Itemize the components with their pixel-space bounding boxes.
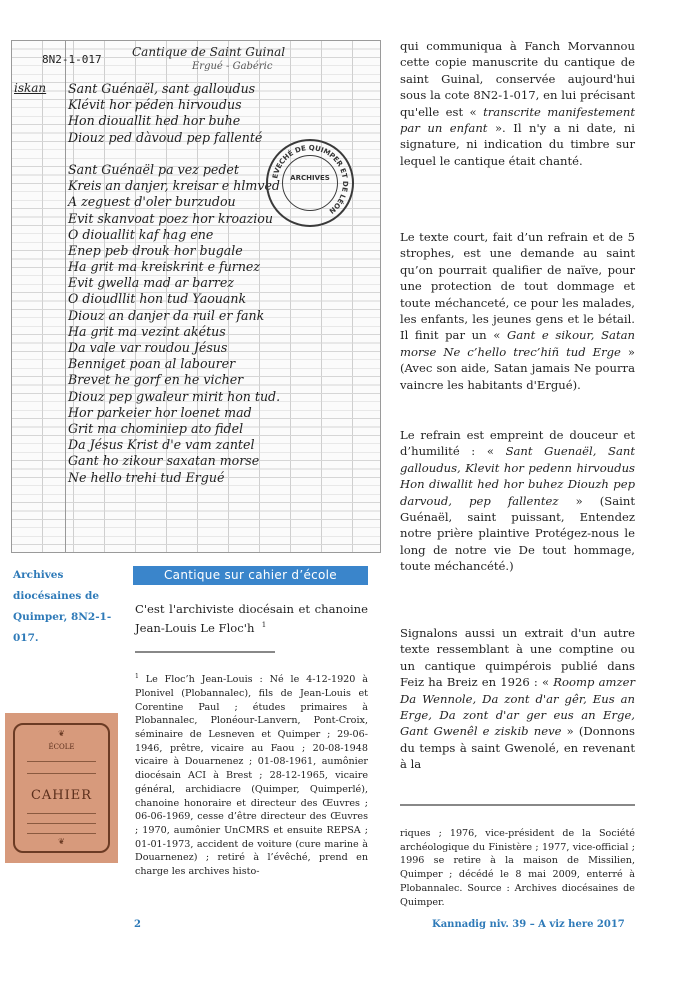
manuscript-line: Hon diouallit hed hor buhe (68, 113, 241, 129)
manuscript-line: Da vale var roudou Jésus (68, 340, 228, 355)
p4-quote: Roomp amzer Da Wennole, Da zont d'ar gêr, Eus an Erge, Da zont d'ar ger eus an Erge, Gant Gwenêl e ziskib neve (400, 675, 635, 739)
manuscript-line: Sant Guénaël pa vez pedet (68, 161, 239, 177)
page-number: 2 (134, 919, 141, 930)
footnote-text: Le Floc’h Jean-Louis : Né le 4-12-1920 à Plonivel (Plobannalec), fils de Jean-Louis et Corentine Paul ; études primaires à Plobannalec, Plonéour-Lanvern, Pont-Croix, séminaire de Lesneven et Quimper ; 29-06-1946, prêtre, vicaire au Faou ; 20-08-1948 vicaire à Douarnenez ; 01-08-1961, aumônier diocésain ACI à Brest ; 28-12-1965, vicaire général, archidiacre (Quimper, Quimperlé), chanoine honoraire et directeur des Œuvres ; 06-06-1969, cesse d’être directeur des Œuvres ; 1970, aumônier UnCMRS et ensuite REPSA ; 01-01-1973, accident de voiture (cure marine à Douarnenez) ; retiré à l’évêché, prend en charge les archives histo- (135, 674, 368, 878)
manuscript-line: Ha grit ma kreiskrint e furnez (68, 259, 261, 275)
footnote-marker: 1 (135, 673, 139, 680)
manuscript-line: O diouallit kaf hag ene (68, 226, 214, 242)
p2-quote: Gant e sikour, Satan morse Ne c’hello trec’hiñ tud Erge (400, 328, 635, 359)
manuscript-line: Evit gwella mad ar barrez (68, 275, 235, 291)
manuscript-line: Sant Guénaël, sant galloudus (68, 81, 256, 96)
cover-title: CAHIER (30, 788, 93, 803)
cover-school-label: ÉCOLE (48, 743, 75, 751)
manuscript-line: Diouz pep gwaleur mirit hon tud. (68, 388, 281, 404)
cover-dotted-line (27, 813, 96, 814)
publication-footer: Kannadig niv. 39 – A viz here 2017 (432, 919, 625, 930)
p3-quote: Sant Guenaël, Sant galloudus, Klevit hor pedenn hirvoudus Hon diwallit hed hor buhez Diouzh pep darvoud, pep fallentez (400, 444, 635, 508)
paragraph-1 (400, 38, 635, 169)
cover-ornament-top: ❦ (58, 729, 65, 738)
stamp-ring-text (268, 141, 352, 225)
figure-caption: Archives diocésaines de Quimper, 8N2-1-017. (13, 569, 112, 644)
intro-text: C'est l'archiviste diocésain et chanoine Jean-Louis Le Floc'h (135, 602, 368, 636)
archives-stamp (266, 139, 354, 227)
margin-line (65, 41, 66, 552)
paragraph-2 (400, 229, 635, 393)
cahier-cover-image (5, 713, 118, 863)
cover-dotted-line (27, 833, 96, 834)
p1-quote: transcrite manifestement par un enfant (400, 104, 635, 136)
manuscript-cote: 8N2-1-017 (42, 53, 102, 66)
manuscript-line: Enep peb drouk hor bugale (68, 242, 243, 258)
footnote (135, 670, 368, 879)
p1-text-end: ». Il n'y a ni date, ni signature, ni indication du timbre sur lequel le cantique était chanté. (400, 121, 636, 168)
manuscript-line: Diouz ped dàvoud pep fallenté (68, 129, 263, 145)
stamp-center-text: ARCHIVES (290, 174, 330, 182)
manuscript-line: Ha grit ma vezint akétus (68, 323, 226, 339)
paragraph-4 (400, 625, 635, 773)
p2-text-end: » (Avec son aide, Satan jamais Ne pourra vaincre les habitants d'Ergué). (400, 344, 635, 392)
manuscript-line: Gant ho zikour saxatan morse (68, 453, 260, 469)
manuscript-line: Ne hello trehi tud Ergué (68, 469, 225, 485)
manuscript-line: Grit ma chominiep ato fidel (68, 420, 244, 436)
manuscript-line: Hor parkeier hor loenet mad (68, 404, 252, 420)
cover-dotted-line (27, 761, 96, 762)
cover-dotted-line (27, 773, 96, 774)
p2-text: Le texte court, fait d’un refrain et de 5 strophes, est une demande au saint qu’on pourrait qualifier de naïve, pour une protection de tout dommage et toute méchanceté, ce pour les malades, les enfants, les jeunes gens et le bétail. Il finit par un « (400, 230, 635, 343)
footnote-reference[interactable]: 1 (261, 621, 267, 630)
manuscript-line: A zeguest d'oler burzudou (68, 194, 236, 210)
svg-text:EVECHÉ DE QUIMPER ET DE LÉON: EVECHÉ DE QUIMPER ET DE LÉON (271, 143, 350, 216)
section-heading: Cantique sur cahier d’école (133, 566, 368, 585)
cover-ornament-bottom: ❦ (58, 837, 65, 846)
manuscript-subtitle: Ergué - Gabéric (192, 61, 273, 72)
manuscript-line: Brevet he gorf en he vicher (68, 372, 244, 388)
paragraph-3 (400, 427, 635, 575)
intro-paragraph (135, 601, 368, 637)
manuscript-line: Klévit hor péden hirvoudus (68, 97, 242, 113)
footnote-rule-right (400, 804, 635, 806)
manuscript-line: Da Jésus Krist d'e vam zantel (68, 437, 255, 453)
p3-text: Le refrain est empreint de douceur et d’humilité : « (400, 428, 635, 459)
manuscript-scan (11, 40, 381, 553)
manuscript-title: Cantique de Saint Guinal (132, 45, 286, 59)
manuscript-line: Benniget poan al labourer (68, 356, 236, 372)
manuscript-line: Kreis an danjer, kreisar e hlmved (68, 178, 280, 194)
manuscript-line: Diouz an danjer da ruil er fank (68, 307, 265, 323)
p4-text-end: » (Donnons du temps à saint Gwenolé, en revenant à la (400, 724, 635, 772)
footnote-rule (135, 651, 275, 653)
footnote-continued: riques ; 1976, vice-président de la Société archéologique du Finistère ; 1977, vice-official ; 1996 se retire à la maison de Missilien, Quimper ; décédé le 8 mai 2009, enterré à Plobannalec. Source : Archives diocésaines de Quimper. (400, 828, 635, 908)
manuscript-margin-label: iskan (14, 81, 47, 95)
p3-text-end: » (Saint Guénaël, saint puissant, Entendez notre prière plaintive Protégez-nous le long de notre vie De tout hommage, toute méchancété.) (400, 493, 635, 574)
p1-text: qui communiqua à Fanch Morvannou cette copie manuscrite du cantique de saint Guinal, conservée aujourd'hui sous la cote 8N2-1-017, en lui précisant qu'elle est « (400, 39, 635, 119)
manuscript-line: Evit skanvoat poez hor kroaziou (68, 210, 273, 226)
p4-text: Signalons aussi un extrait d'un autre texte ressemblant à une comptine ou un cantique quimpérois publié dans Feiz ha Breiz en 1926 : « (400, 626, 635, 690)
manuscript-line: O dioudllit hon tud Yaouank (68, 291, 247, 307)
cover-dotted-line (27, 823, 96, 824)
